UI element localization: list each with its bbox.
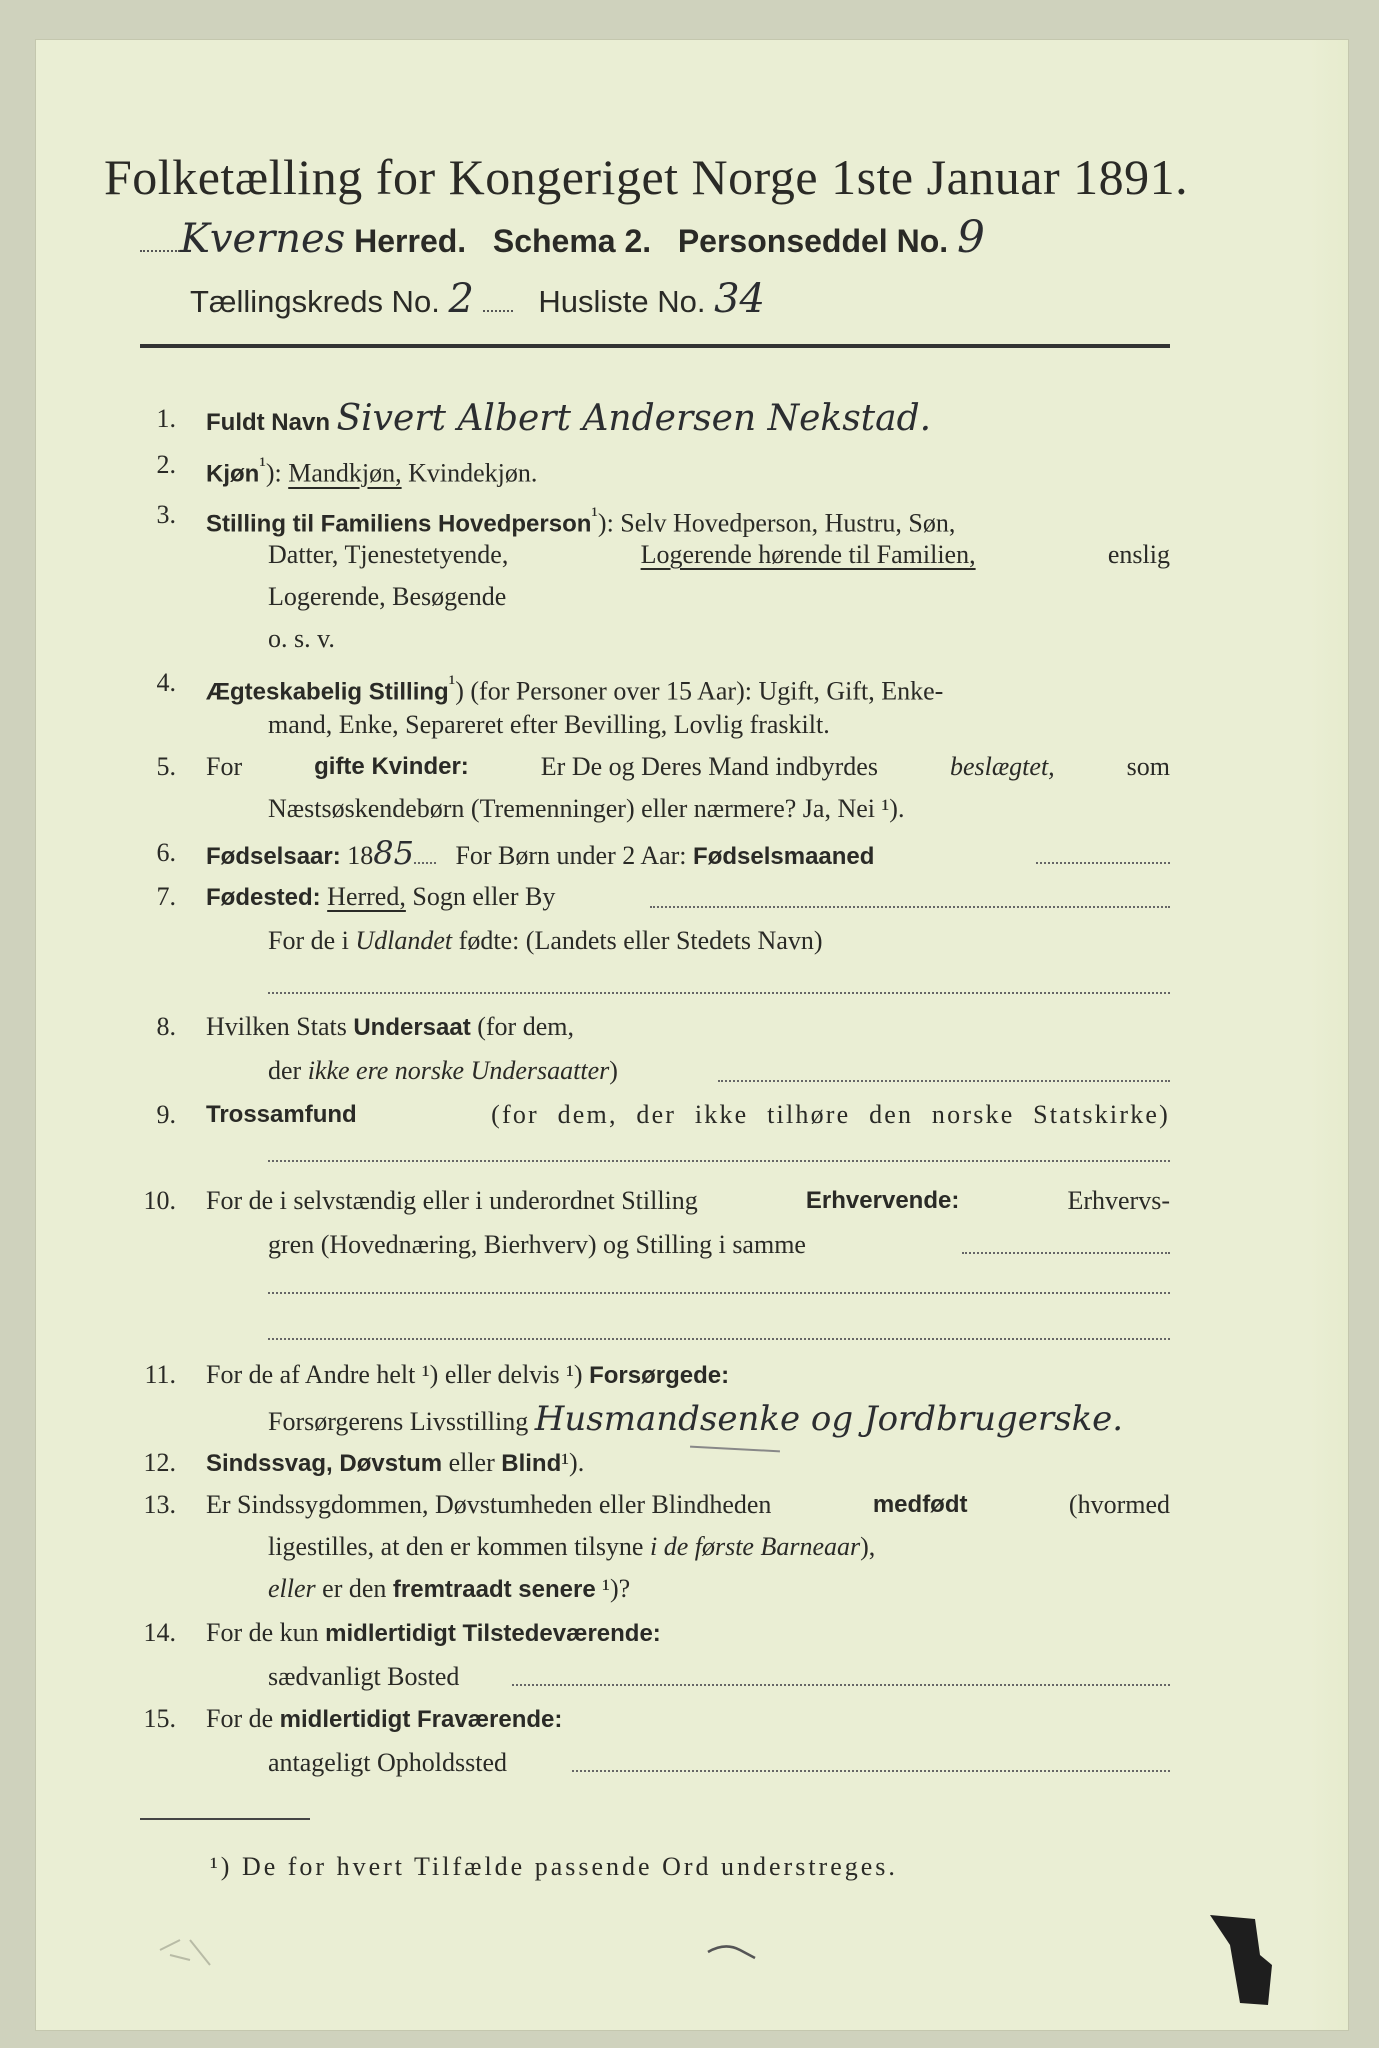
item-number: 1. — [156, 404, 176, 433]
item-sex — [206, 448, 537, 492]
birth-year-handwritten: 85 — [373, 834, 414, 872]
taellingskreds-label: Tællingskreds No. — [190, 284, 440, 319]
footnote-mark: ¹ — [259, 453, 266, 477]
stray-ink-mark — [700, 1930, 780, 1970]
text: For Børn under 2 Aar: — [455, 841, 687, 870]
ink-blot — [1200, 1905, 1290, 2015]
text-italic: beslægtet, — [949, 752, 1055, 781]
item-citizenship — [206, 1010, 574, 1045]
text-italic: ikke ere norske Undersaatter — [307, 1056, 610, 1085]
full-name-label: Fuldt Navn — [206, 409, 330, 436]
text: som — [1126, 752, 1170, 781]
marital-status-label: Ægteskabelig Stilling — [206, 678, 449, 706]
later-onset-label: fremtraadt senere — [392, 1576, 596, 1603]
personseddel-number: 9 — [957, 212, 986, 263]
occupation-field-3 — [268, 1336, 1170, 1340]
sex-option-male-underlined: Mandkjøn, — [288, 458, 402, 488]
marital-status-line2: mand, Enke, Separeret efter Bevilling, Lovlig fraskilt. — [268, 710, 830, 739]
married-women-label: gifte Kvinder: — [314, 753, 469, 780]
text: Hvilken Stats — [206, 1012, 347, 1041]
text: eller — [448, 1448, 495, 1477]
dotted-leader — [414, 842, 436, 864]
supporter-occupation-answer: Husmandsenke og Jordbrugerske. — [534, 1399, 1124, 1439]
text: (for dem, der ikke tilhøre den norske Statskirke) — [491, 1100, 1170, 1129]
herred-label: Herred. — [354, 223, 467, 259]
footnote: ¹) De for hvert Tilfælde passende Ord understreges. — [210, 1852, 898, 1881]
religion-label: Trossamfund — [206, 1101, 357, 1128]
text: Sogn eller By — [412, 882, 556, 911]
supporter-occupation-label: Forsørgerens Livsstilling — [268, 1407, 529, 1436]
footnote-divider — [140, 1818, 310, 1820]
birthplace-field — [650, 904, 1170, 908]
temporary-present-label: midlertidigt Tilstedeværende: — [325, 1620, 661, 1647]
text: For de af Andre helt ¹) eller delvis ¹) — [206, 1360, 583, 1389]
text: For de kun — [206, 1618, 319, 1647]
item-birth-year — [206, 836, 1170, 874]
item-birthplace — [206, 880, 555, 915]
text: For — [206, 752, 243, 781]
text: der — [268, 1056, 302, 1085]
family-position-options-3: enslig — [1107, 540, 1170, 569]
birth-month-field — [1036, 860, 1170, 864]
family-position-line3: Logerende, Besøgende — [268, 582, 507, 611]
citizenship-line2 — [268, 1054, 618, 1088]
congenital-line3 — [268, 1572, 630, 1607]
dotted-leader — [140, 226, 180, 252]
supported-label: Forsørgede: — [589, 1362, 730, 1389]
congenital-label: medfødt — [872, 1491, 968, 1518]
item-full-name — [206, 398, 932, 440]
occupation-field-2 — [268, 1290, 1170, 1294]
married-women-line2: Næstsøskendebørn (Tremenninger) eller nærmere? Ja, Nei ¹). — [268, 794, 905, 823]
label-suffix: ): — [265, 458, 282, 488]
birthplace-label: Fødested: — [206, 884, 321, 911]
item-family-position — [206, 498, 955, 542]
probable-residence-field — [572, 1768, 1170, 1772]
text: fødte: (Landets eller Stedets Navn) — [458, 926, 823, 955]
temporary-absent-label: midlertidigt Fraværende: — [279, 1706, 563, 1733]
text: For de — [206, 1704, 274, 1733]
marital-status-options: ) (for Personer over 15 Aar): Ugift, Gift, Enke- — [455, 676, 944, 706]
item-number: 2. — [156, 450, 176, 479]
citizenship-field — [718, 1078, 1170, 1082]
item-number: 5. — [156, 752, 176, 781]
text-italic: Udlandet — [355, 926, 453, 955]
stray-pencil-mark — [150, 1930, 240, 1980]
probable-residence-label: antageligt Opholdssted — [268, 1748, 508, 1777]
item-number: 14. — [143, 1618, 176, 1647]
birth-year-prefix: 18 — [347, 841, 374, 870]
text: (hvormed — [1068, 1490, 1170, 1519]
item-supported — [206, 1358, 729, 1393]
item-number: 11. — [144, 1360, 176, 1389]
full-name-answer: Sivert Albert Andersen Nekstad. — [336, 398, 932, 439]
disability-label: Sindssvag, Døvstum — [206, 1450, 443, 1477]
family-position-line4: o. s. v. — [268, 624, 335, 653]
text-italic: eller — [268, 1574, 316, 1603]
item-number: 10. — [143, 1186, 176, 1215]
item-number: 3. — [156, 500, 176, 529]
form-title: Folketælling for Kongeriget Norge 1ste Januar 1891. — [104, 149, 1189, 205]
item-married-women — [206, 750, 1170, 784]
text: For de i selvstændig eller i underordnet Stilling — [206, 1186, 698, 1215]
footnote-mark: ¹ — [448, 671, 456, 695]
birthplace-line2 — [268, 924, 823, 958]
item-number: 12. — [143, 1448, 176, 1477]
birthplace-underlined: Herred, — [327, 882, 406, 911]
congenital-line2 — [268, 1530, 875, 1564]
item-number: 13. — [143, 1490, 176, 1519]
foreign-birthplace-field — [268, 990, 1170, 994]
item-congenital — [206, 1488, 1170, 1522]
personseddel-label: Personseddel No. — [677, 223, 949, 259]
text: ligestilles, at den er kommen tilsyne — [268, 1532, 644, 1561]
header-divider — [140, 344, 1170, 348]
item-number: 7. — [156, 882, 176, 911]
family-position-label: Stilling til Familiens Hovedperson — [206, 510, 592, 538]
citizenship-label: Undersaat — [353, 1014, 471, 1041]
item-number: 4. — [156, 668, 176, 697]
text: (for dem, — [477, 1012, 574, 1041]
family-position-options-2: Datter, Tjenestetyende, — [268, 540, 509, 569]
family-position-underlined: Logerende hørende til Familien, — [640, 540, 976, 569]
item-number: 6. — [156, 838, 176, 867]
text: Er Sindssygdommen, Døvstumheden eller Blindheden — [206, 1490, 772, 1519]
birth-month-label: Fødselsmaaned — [693, 843, 875, 870]
religion-field — [268, 1158, 1170, 1162]
footnote-mark: ¹ — [591, 503, 598, 527]
item-number: 15. — [143, 1704, 176, 1733]
text: er den — [322, 1574, 387, 1603]
sex-option-female: Kvindekjøn. — [408, 458, 538, 488]
item-occupation — [206, 1184, 1170, 1218]
text: ) — [609, 1056, 618, 1085]
text-italic: i de første Barneaar — [649, 1532, 861, 1561]
item-number: 9. — [156, 1100, 176, 1129]
header-herred-row — [140, 212, 1170, 262]
family-position-options: ): Selv Hovedperson, Hustru, Søn, — [597, 508, 956, 538]
item-number: 8. — [156, 1012, 176, 1041]
sex-label: Kjøn — [206, 460, 260, 488]
occupation-label: Erhvervende: — [805, 1187, 960, 1214]
page-edge-shade — [1308, 40, 1348, 2030]
disability-label-2: Blind — [501, 1450, 562, 1477]
item-temporary-absent — [206, 1702, 562, 1737]
item-temporary-present — [206, 1616, 661, 1651]
herred-handwritten: Kvernes — [180, 216, 346, 262]
item-disability — [206, 1446, 584, 1481]
text: Er De og Deres Mand indbyrdes — [540, 752, 878, 781]
dotted-leader — [483, 286, 513, 312]
text: ¹)? — [602, 1574, 631, 1603]
taellingskreds-number: 2 — [448, 276, 474, 322]
husliste-number: 34 — [714, 276, 765, 322]
text: Erhvervs- — [1067, 1186, 1170, 1215]
schema-label: Schema 2. — [492, 223, 652, 259]
family-position-line2 — [268, 538, 1170, 572]
text: ¹). — [561, 1448, 585, 1477]
supporter-occupation-row — [268, 1399, 1124, 1439]
text: ), — [860, 1532, 876, 1561]
text: For de i — [268, 926, 349, 955]
occupation-field — [962, 1250, 1170, 1254]
husliste-label: Husliste No. — [538, 284, 706, 319]
usual-residence-label: sædvanligt Bosted — [268, 1662, 460, 1691]
birth-year-label: Fødselsaar: — [206, 843, 341, 870]
occupation-line2: gren (Hovednæring, Bierhverv) og Stilling i samme — [268, 1230, 806, 1259]
item-marital-status — [206, 666, 943, 710]
header-kreds-row — [190, 276, 1090, 326]
usual-residence-field — [512, 1682, 1170, 1686]
item-religion — [206, 1098, 1170, 1132]
